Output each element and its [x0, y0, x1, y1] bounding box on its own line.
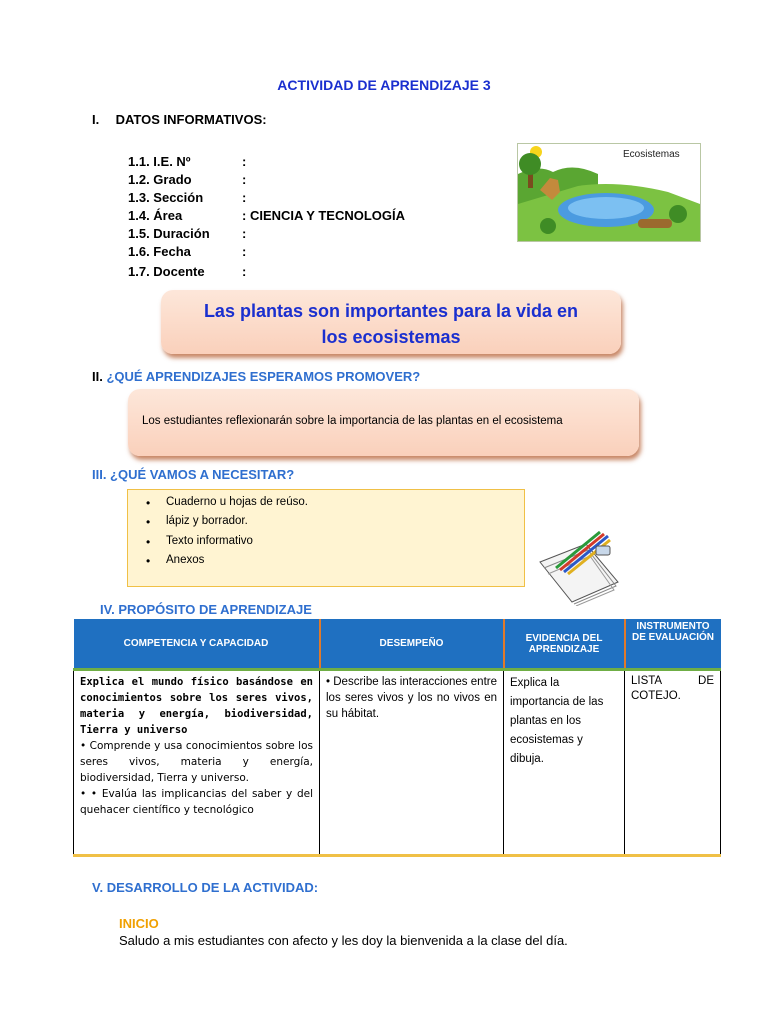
info-label: 1.6. Fecha	[128, 244, 191, 259]
section-desarrollo-heading: V. DESARROLLO DE LA ACTIVIDAD:	[92, 880, 319, 895]
ecosystem-illustration	[517, 143, 701, 242]
section-proposito-heading: IV. PROPÓSITO DE APRENDIZAJE	[100, 602, 312, 617]
info-value: :	[242, 264, 247, 279]
learning-goal-text: Los estudiantes reflexionarán sobre la importancia de las plantas en el ecosistema	[142, 415, 563, 427]
materials-box	[127, 489, 525, 587]
info-value: :	[242, 190, 247, 205]
activity-title-banner	[161, 290, 621, 354]
list-item	[148, 535, 253, 547]
info-label: 1.5. Duración	[128, 226, 210, 241]
instrumento-cell: LISTA DE COTEJO.	[625, 670, 721, 856]
column-header: DESEMPEÑO	[320, 619, 504, 670]
section-heading: DATOS INFORMATIVOS:	[115, 112, 267, 127]
info-value: :	[242, 154, 247, 169]
info-label: 1.3. Sección	[128, 190, 204, 205]
list-item	[148, 496, 308, 508]
learning-goal-box	[128, 389, 639, 456]
material-text: Anexos	[166, 554, 205, 566]
list-item	[148, 515, 248, 527]
material-text: lápiz y borrador.	[166, 515, 248, 527]
section-number: II.	[92, 369, 103, 384]
info-value: :	[242, 172, 247, 187]
info-row-docente	[128, 264, 246, 279]
info-row-seccion	[128, 190, 246, 205]
capacidad-1: • Comprende y usa conocimientos sobre los seres vivos, materia y energía, biodiversidad, Tierra y universo.	[80, 740, 313, 784]
material-text: Cuaderno u hojas de reúso.	[166, 496, 308, 508]
banner-line-1: Las plantas son importantes para la vida en	[203, 301, 579, 321]
inicio-heading: INICIO	[119, 916, 159, 931]
table-header-row	[74, 619, 721, 670]
info-row-ie	[128, 154, 246, 169]
info-row-duracion	[128, 226, 246, 241]
section-aprendizajes	[92, 369, 420, 384]
ecosystem-label: Ecosistemas	[623, 149, 680, 160]
info-label: 1.1. I.E. Nº	[128, 154, 191, 169]
page-title: ACTIVIDAD DE APRENDIZAJE 3	[277, 77, 491, 93]
material-text: Texto informativo	[166, 535, 253, 547]
paper-pencils-drawing	[538, 522, 620, 606]
info-row-fecha	[128, 244, 246, 259]
info-label: 1.7. Docente	[128, 264, 205, 279]
table-row	[74, 670, 721, 856]
banner-line-2: los ecosistemas	[321, 327, 461, 347]
learning-purpose-table	[73, 619, 721, 857]
info-label: 1.2. Grado	[128, 172, 192, 187]
section-datos-informativos	[92, 112, 267, 127]
info-value: :	[242, 226, 247, 241]
competencia-text: Explica el mundo físico basándose en conocimientos sobre los seres vivos, materia y energía, biodiversidad, Tierra y universo	[80, 676, 313, 736]
column-header: COMPETENCIA Y CAPACIDAD	[74, 619, 320, 670]
info-row-area	[128, 208, 405, 223]
info-value: :	[242, 244, 247, 259]
column-header: EVIDENCIA DEL APRENDIZAJE	[504, 619, 625, 670]
info-label: 1.4. Área	[128, 208, 183, 223]
evidencia-cell: Explica la importancia de las plantas en los ecosistemas y dibuja.	[504, 670, 625, 856]
saludo-text: Saludo a mis estudiantes con afecto y les doy la bienvenida a la clase del día.	[119, 933, 568, 948]
list-item	[148, 554, 204, 566]
section-necesitar-heading: III. ¿QUÉ VAMOS A NECESITAR?	[92, 467, 295, 482]
section-number: I.	[92, 112, 100, 127]
paper-pencils-illustration	[538, 522, 620, 606]
info-value: : CIENCIA Y TECNOLOGÍA	[242, 208, 405, 223]
info-row-grado	[128, 172, 246, 187]
desempeno-cell: • Describe las interacciones entre los seres vivos y los no vivos en su hábitat.	[320, 670, 504, 856]
capacidad-2: • • Evalúa las implicancias del saber y del quehacer científico y tecnológico	[80, 788, 313, 816]
column-header: INSTRUMENTO DE EVALUACIÓN	[625, 619, 721, 670]
section-heading: ¿QUÉ APRENDIZAJES ESPERAMOS PROMOVER?	[106, 369, 421, 384]
competencia-cell	[74, 670, 320, 856]
